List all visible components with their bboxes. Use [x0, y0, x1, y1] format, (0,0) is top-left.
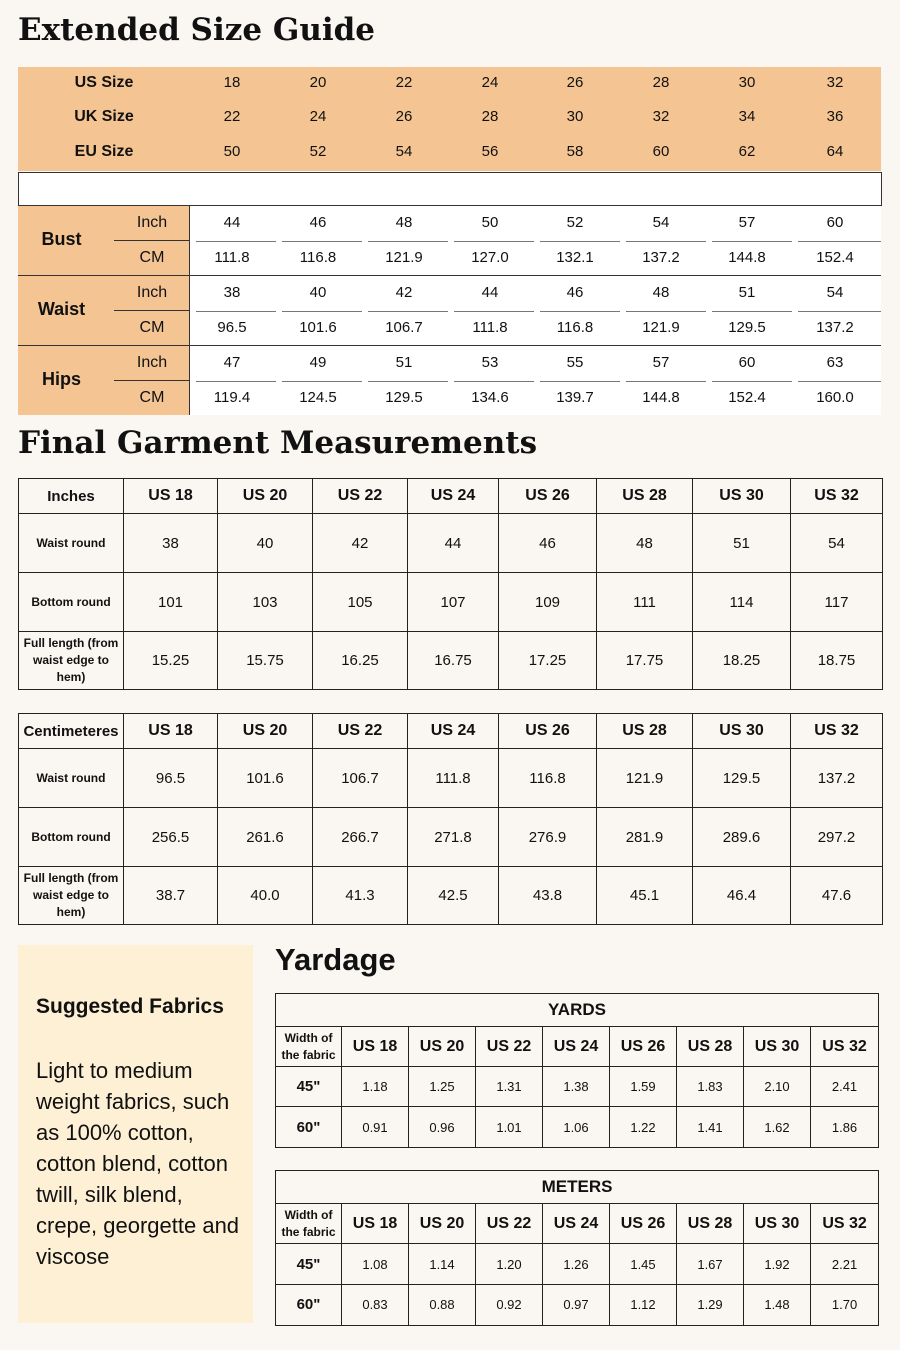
cm-value: 127.0 — [471, 249, 509, 266]
table-row — [276, 1284, 879, 1325]
table-row — [276, 1067, 879, 1107]
row-divider — [540, 241, 620, 242]
inch-value: 46 — [309, 214, 327, 231]
value-cell: 129.5 — [693, 749, 791, 808]
value-cell: 121.9 — [597, 749, 693, 808]
size-header-cell: US 30 — [744, 1204, 811, 1244]
inch-value: 38 — [223, 284, 241, 301]
inch-value: 57 — [652, 354, 670, 371]
cm-value: 152.4 — [816, 249, 854, 266]
value-cell: 1.20 — [476, 1244, 543, 1284]
row-label: 45" — [276, 1244, 342, 1284]
value-cell: 0.92 — [476, 1284, 543, 1325]
value-cell: 276.9 — [499, 808, 597, 867]
value-cell: 16.25 — [313, 632, 408, 690]
value-cell: 0.83 — [342, 1284, 409, 1325]
cm-value: 129.5 — [728, 319, 766, 336]
row-divider — [798, 381, 881, 382]
value-cell: 40 — [218, 514, 313, 573]
row-divider — [454, 381, 534, 382]
value-cell: 1.12 — [610, 1284, 677, 1325]
value-cell: 15.75 — [218, 632, 313, 690]
value-cell: 44 — [408, 514, 499, 573]
value-cell: 41.3 — [313, 867, 408, 925]
size-cell: 34 — [738, 108, 756, 125]
value-cell: 48 — [597, 514, 693, 573]
value-cell: 289.6 — [693, 808, 791, 867]
value-cell: 105 — [313, 573, 408, 632]
size-cell: 28 — [481, 108, 499, 125]
size-header-cell: US 24 — [408, 714, 499, 749]
value-cell: 1.29 — [677, 1284, 744, 1325]
table-row — [19, 808, 883, 867]
unit-cm-label: CM — [139, 249, 165, 266]
value-cell: 109 — [499, 573, 597, 632]
inch-value: 53 — [481, 354, 499, 371]
value-cell: 1.08 — [342, 1244, 409, 1284]
value-cell: 1.22 — [610, 1107, 677, 1148]
row-divider — [626, 311, 706, 312]
size-header-cell: US 28 — [677, 1204, 744, 1244]
size-header-cell: US 32 — [791, 714, 883, 749]
garment-inches-table — [18, 478, 883, 690]
inch-value: 54 — [826, 284, 844, 301]
row-divider — [368, 311, 448, 312]
size-cell: 56 — [481, 143, 499, 160]
value-cell: 18.25 — [693, 632, 791, 690]
size-header-cell: US 32 — [811, 1027, 879, 1067]
row-divider — [712, 311, 792, 312]
table-row — [276, 1107, 879, 1148]
value-cell: 17.25 — [499, 632, 597, 690]
size-cell: 60 — [652, 143, 670, 160]
size-cell: 30 — [738, 74, 756, 91]
value-cell: 46.4 — [693, 867, 791, 925]
yardage-title: Yardage — [275, 942, 396, 977]
value-cell: 51 — [693, 514, 791, 573]
size-cell: 24 — [481, 74, 499, 91]
cm-value: 160.0 — [816, 389, 854, 406]
value-cell: 38 — [124, 514, 218, 573]
size-header-cell: US 18 — [124, 714, 218, 749]
size-header-cell: US 20 — [409, 1204, 476, 1244]
value-cell: 1.62 — [744, 1107, 811, 1148]
row-label: Waist round — [19, 514, 124, 573]
suggested-fabrics-panel — [18, 945, 253, 1323]
size-header-cell: US 30 — [693, 714, 791, 749]
row-divider — [282, 241, 362, 242]
inch-value: 51 — [738, 284, 756, 301]
value-cell: 101.6 — [218, 749, 313, 808]
value-cell: 1.25 — [409, 1067, 476, 1107]
fabrics-title: Suggested Fabrics — [36, 995, 224, 1018]
row-divider — [798, 311, 881, 312]
value-cell: 1.38 — [543, 1067, 610, 1107]
unit-divider — [114, 380, 190, 381]
value-cell: 0.96 — [409, 1107, 476, 1148]
row-divider — [282, 311, 362, 312]
measurement-name-bust: Bust — [41, 229, 82, 249]
value-cell: 40.0 — [218, 867, 313, 925]
value-cell: 47.6 — [791, 867, 883, 925]
value-cell: 1.18 — [342, 1067, 409, 1107]
row-divider — [282, 381, 362, 382]
value-cell: 1.70 — [811, 1284, 879, 1325]
row-divider — [626, 241, 706, 242]
cm-value: 116.8 — [556, 319, 594, 336]
size-cell: 18 — [223, 74, 241, 91]
corner-label: Inches — [19, 479, 124, 514]
inch-value: 60 — [738, 354, 756, 371]
unit-inch-label: Inch — [136, 214, 168, 231]
value-cell: 297.2 — [791, 808, 883, 867]
size-header-cell: US 20 — [409, 1027, 476, 1067]
size-header-cell: US 24 — [408, 479, 499, 514]
size-cell: 54 — [395, 143, 413, 160]
inch-value: 44 — [223, 214, 241, 231]
size-header-cell: US 28 — [597, 714, 693, 749]
value-cell: 46 — [499, 514, 597, 573]
value-cell: 1.83 — [677, 1067, 744, 1107]
row-label: Bottom round — [19, 573, 124, 632]
size-cell: 20 — [309, 74, 327, 91]
size-header-cell: US 22 — [313, 714, 408, 749]
table-row — [19, 632, 883, 690]
cm-value: 121.9 — [642, 319, 680, 336]
inch-value: 49 — [309, 354, 327, 371]
header-row — [19, 714, 883, 749]
size-header-cell: US 24 — [543, 1027, 610, 1067]
value-cell: 1.45 — [610, 1244, 677, 1284]
table-row — [276, 1244, 879, 1284]
cm-value: 144.8 — [728, 249, 766, 266]
title-row — [276, 1171, 879, 1204]
size-header-cell: US 28 — [597, 479, 693, 514]
value-cell: 107 — [408, 573, 499, 632]
size-cell: 26 — [395, 108, 413, 125]
size-header-cell: US 26 — [499, 479, 597, 514]
corner-label: Width of the fabric — [276, 1204, 342, 1244]
size-cell: 50 — [223, 143, 241, 160]
header-row — [276, 1204, 879, 1244]
corner-label: Width of the fabric — [276, 1027, 342, 1067]
inch-value: 48 — [652, 284, 670, 301]
unit-divider — [114, 310, 190, 311]
value-cell: 0.97 — [543, 1284, 610, 1325]
cm-value: 116.8 — [299, 249, 337, 266]
unit-divider — [114, 240, 190, 241]
size-cell: 36 — [826, 108, 844, 125]
row-label: Bottom round — [19, 808, 124, 867]
size-header-cell: US 22 — [313, 479, 408, 514]
cm-value: 137.2 — [816, 319, 854, 336]
title-row — [276, 994, 879, 1027]
value-cell: 103 — [218, 573, 313, 632]
value-cell: 1.01 — [476, 1107, 543, 1148]
table-row — [19, 867, 883, 925]
size-row — [18, 100, 881, 134]
table-row — [19, 514, 883, 573]
size-header-cell: US 24 — [543, 1204, 610, 1244]
table-row — [19, 573, 883, 632]
size-header-cell: US 26 — [610, 1204, 677, 1244]
size-cell: 62 — [738, 143, 756, 160]
inch-value: 46 — [566, 284, 584, 301]
cm-value: 134.6 — [471, 389, 509, 406]
inch-value: 55 — [566, 354, 584, 371]
value-cell: 1.31 — [476, 1067, 543, 1107]
yardage-yards-table — [275, 993, 879, 1148]
value-cell: 1.92 — [744, 1244, 811, 1284]
cm-value: 139.7 — [556, 389, 594, 406]
row-divider — [712, 241, 792, 242]
value-cell: 16.75 — [408, 632, 499, 690]
row-label: Waist round — [19, 749, 124, 808]
inch-value: 40 — [309, 284, 327, 301]
measurement-label-column — [18, 206, 190, 415]
size-cell: 30 — [566, 108, 584, 125]
inch-value: 47 — [223, 354, 241, 371]
cm-value: 111.8 — [472, 319, 508, 336]
cm-value: 119.4 — [213, 389, 251, 406]
row-divider — [712, 381, 792, 382]
size-header-cell: US 30 — [693, 479, 791, 514]
value-cell: 1.86 — [811, 1107, 879, 1148]
row-divider — [368, 241, 448, 242]
size-cell: 22 — [223, 108, 241, 125]
value-cell: 101 — [124, 573, 218, 632]
value-cell: 1.59 — [610, 1067, 677, 1107]
size-header-cell: US 18 — [124, 479, 218, 514]
inch-value: 50 — [481, 214, 499, 231]
measurement-name-waist: Waist — [37, 299, 86, 319]
value-cell: 45.1 — [597, 867, 693, 925]
value-cell: 2.41 — [811, 1067, 879, 1107]
value-cell: 116.8 — [499, 749, 597, 808]
cm-value: 101.6 — [299, 319, 337, 336]
value-cell: 266.7 — [313, 808, 408, 867]
size-header-cell: US 22 — [476, 1204, 543, 1244]
value-cell: 15.25 — [124, 632, 218, 690]
inch-value: 51 — [395, 354, 413, 371]
size-cell: 32 — [652, 108, 670, 125]
value-cell: 1.06 — [543, 1107, 610, 1148]
inch-value: 63 — [826, 354, 844, 371]
size-header-cell: US 26 — [499, 714, 597, 749]
value-cell: 1.67 — [677, 1244, 744, 1284]
value-cell: 42.5 — [408, 867, 499, 925]
row-label: Full length (from waist edge to hem) — [19, 632, 124, 690]
header-row — [276, 1027, 879, 1067]
value-cell: 54 — [791, 514, 883, 573]
header-row — [19, 479, 883, 514]
size-header-cell: US 20 — [218, 714, 313, 749]
cm-value: 152.4 — [728, 389, 766, 406]
cm-value: 144.8 — [642, 389, 680, 406]
value-cell: 281.9 — [597, 808, 693, 867]
table-row — [19, 749, 883, 808]
cm-value: 96.5 — [217, 319, 247, 336]
inch-value: 57 — [738, 214, 756, 231]
size-row-label: UK Size — [74, 108, 134, 125]
size-header-cell: US 32 — [791, 479, 883, 514]
inch-value: 52 — [566, 214, 584, 231]
size-header-cell: US 18 — [342, 1027, 409, 1067]
row-divider — [798, 241, 881, 242]
size-header-cell: US 18 — [342, 1204, 409, 1244]
unit-title: YARDS — [276, 994, 879, 1027]
value-cell: 2.21 — [811, 1244, 879, 1284]
value-cell: 271.8 — [408, 808, 499, 867]
value-cell: 38.7 — [124, 867, 218, 925]
value-cell: 261.6 — [218, 808, 313, 867]
value-cell: 1.14 — [409, 1244, 476, 1284]
measurement-name-hips: Hips — [41, 369, 81, 389]
cm-value: 132.1 — [556, 249, 594, 266]
size-cell: 52 — [309, 143, 327, 160]
group-divider — [18, 275, 881, 276]
inch-value: 54 — [652, 214, 670, 231]
inch-value: 44 — [481, 284, 499, 301]
value-cell: 96.5 — [124, 749, 218, 808]
size-guide-title: Extended Size Guide — [18, 12, 376, 48]
row-divider — [626, 381, 706, 382]
row-label: 45" — [276, 1067, 342, 1107]
size-cell: 24 — [309, 108, 327, 125]
value-cell: 106.7 — [313, 749, 408, 808]
row-divider — [540, 311, 620, 312]
garment-cm-table — [18, 713, 883, 925]
size-cell: 28 — [652, 74, 670, 91]
size-row-label: EU Size — [74, 143, 134, 160]
row-divider — [540, 381, 620, 382]
body-measurements-table — [18, 206, 881, 415]
size-header-cell: US 30 — [744, 1027, 811, 1067]
size-header-cell: US 32 — [811, 1204, 879, 1244]
group-divider — [18, 345, 881, 346]
size-conversion-header — [18, 67, 881, 171]
unit-inch-label: Inch — [136, 284, 168, 301]
row-divider — [454, 241, 534, 242]
value-cell: 17.75 — [597, 632, 693, 690]
size-header-cell: US 20 — [218, 479, 313, 514]
size-row — [18, 135, 881, 169]
value-cell: 111.8 — [408, 749, 499, 808]
row-divider — [368, 381, 448, 382]
size-cell: 22 — [395, 74, 413, 91]
cm-value: 121.9 — [385, 249, 423, 266]
cm-value: 124.5 — [299, 389, 337, 406]
divider-bar — [18, 172, 882, 206]
size-row — [18, 66, 881, 100]
unit-title: METERS — [276, 1171, 879, 1204]
value-cell: 111 — [597, 573, 693, 632]
value-cell: 42 — [313, 514, 408, 573]
value-cell: 1.26 — [543, 1244, 610, 1284]
value-cell: 256.5 — [124, 808, 218, 867]
value-cell: 114 — [693, 573, 791, 632]
value-cell: 18.75 — [791, 632, 883, 690]
value-cell: 43.8 — [499, 867, 597, 925]
size-cell: 32 — [826, 74, 844, 91]
cm-value: 106.7 — [385, 319, 423, 336]
value-cell: 117 — [791, 573, 883, 632]
size-cell: 26 — [566, 74, 584, 91]
value-cell: 0.91 — [342, 1107, 409, 1148]
value-cell: 1.48 — [744, 1284, 811, 1325]
unit-cm-label: CM — [139, 319, 165, 336]
size-header-cell: US 28 — [677, 1027, 744, 1067]
row-divider — [196, 381, 276, 382]
row-label: 60" — [276, 1107, 342, 1148]
corner-label: Centimeteres — [19, 714, 124, 749]
cm-value: 137.2 — [642, 249, 680, 266]
yardage-meters-table — [275, 1170, 879, 1326]
value-cell: 0.88 — [409, 1284, 476, 1325]
cm-value: 129.5 — [385, 389, 423, 406]
unit-cm-label: CM — [139, 389, 165, 406]
inch-value: 60 — [826, 214, 844, 231]
row-divider — [196, 311, 276, 312]
size-header-cell: US 26 — [610, 1027, 677, 1067]
garment-title: Final Garment Measurements — [18, 425, 538, 461]
inch-value: 42 — [395, 284, 413, 301]
value-cell: 1.41 — [677, 1107, 744, 1148]
size-row-label: US Size — [74, 74, 134, 91]
size-cell: 58 — [566, 143, 584, 160]
unit-inch-label: Inch — [136, 354, 168, 371]
value-cell: 2.10 — [744, 1067, 811, 1107]
cm-value: 111.8 — [214, 249, 250, 266]
value-cell: 137.2 — [791, 749, 883, 808]
size-header-cell: US 22 — [476, 1027, 543, 1067]
size-cell: 64 — [826, 143, 844, 160]
row-label: 60" — [276, 1284, 342, 1325]
row-divider — [196, 241, 276, 242]
inch-value: 48 — [395, 214, 413, 231]
row-label: Full length (from waist edge to hem) — [19, 867, 124, 925]
fabrics-description: Light to medium weight fabrics, such as 100% cotton, cotton blend, cotton twill, silk blend, crepe, georgette and viscose — [36, 1058, 240, 1269]
row-divider — [454, 311, 534, 312]
